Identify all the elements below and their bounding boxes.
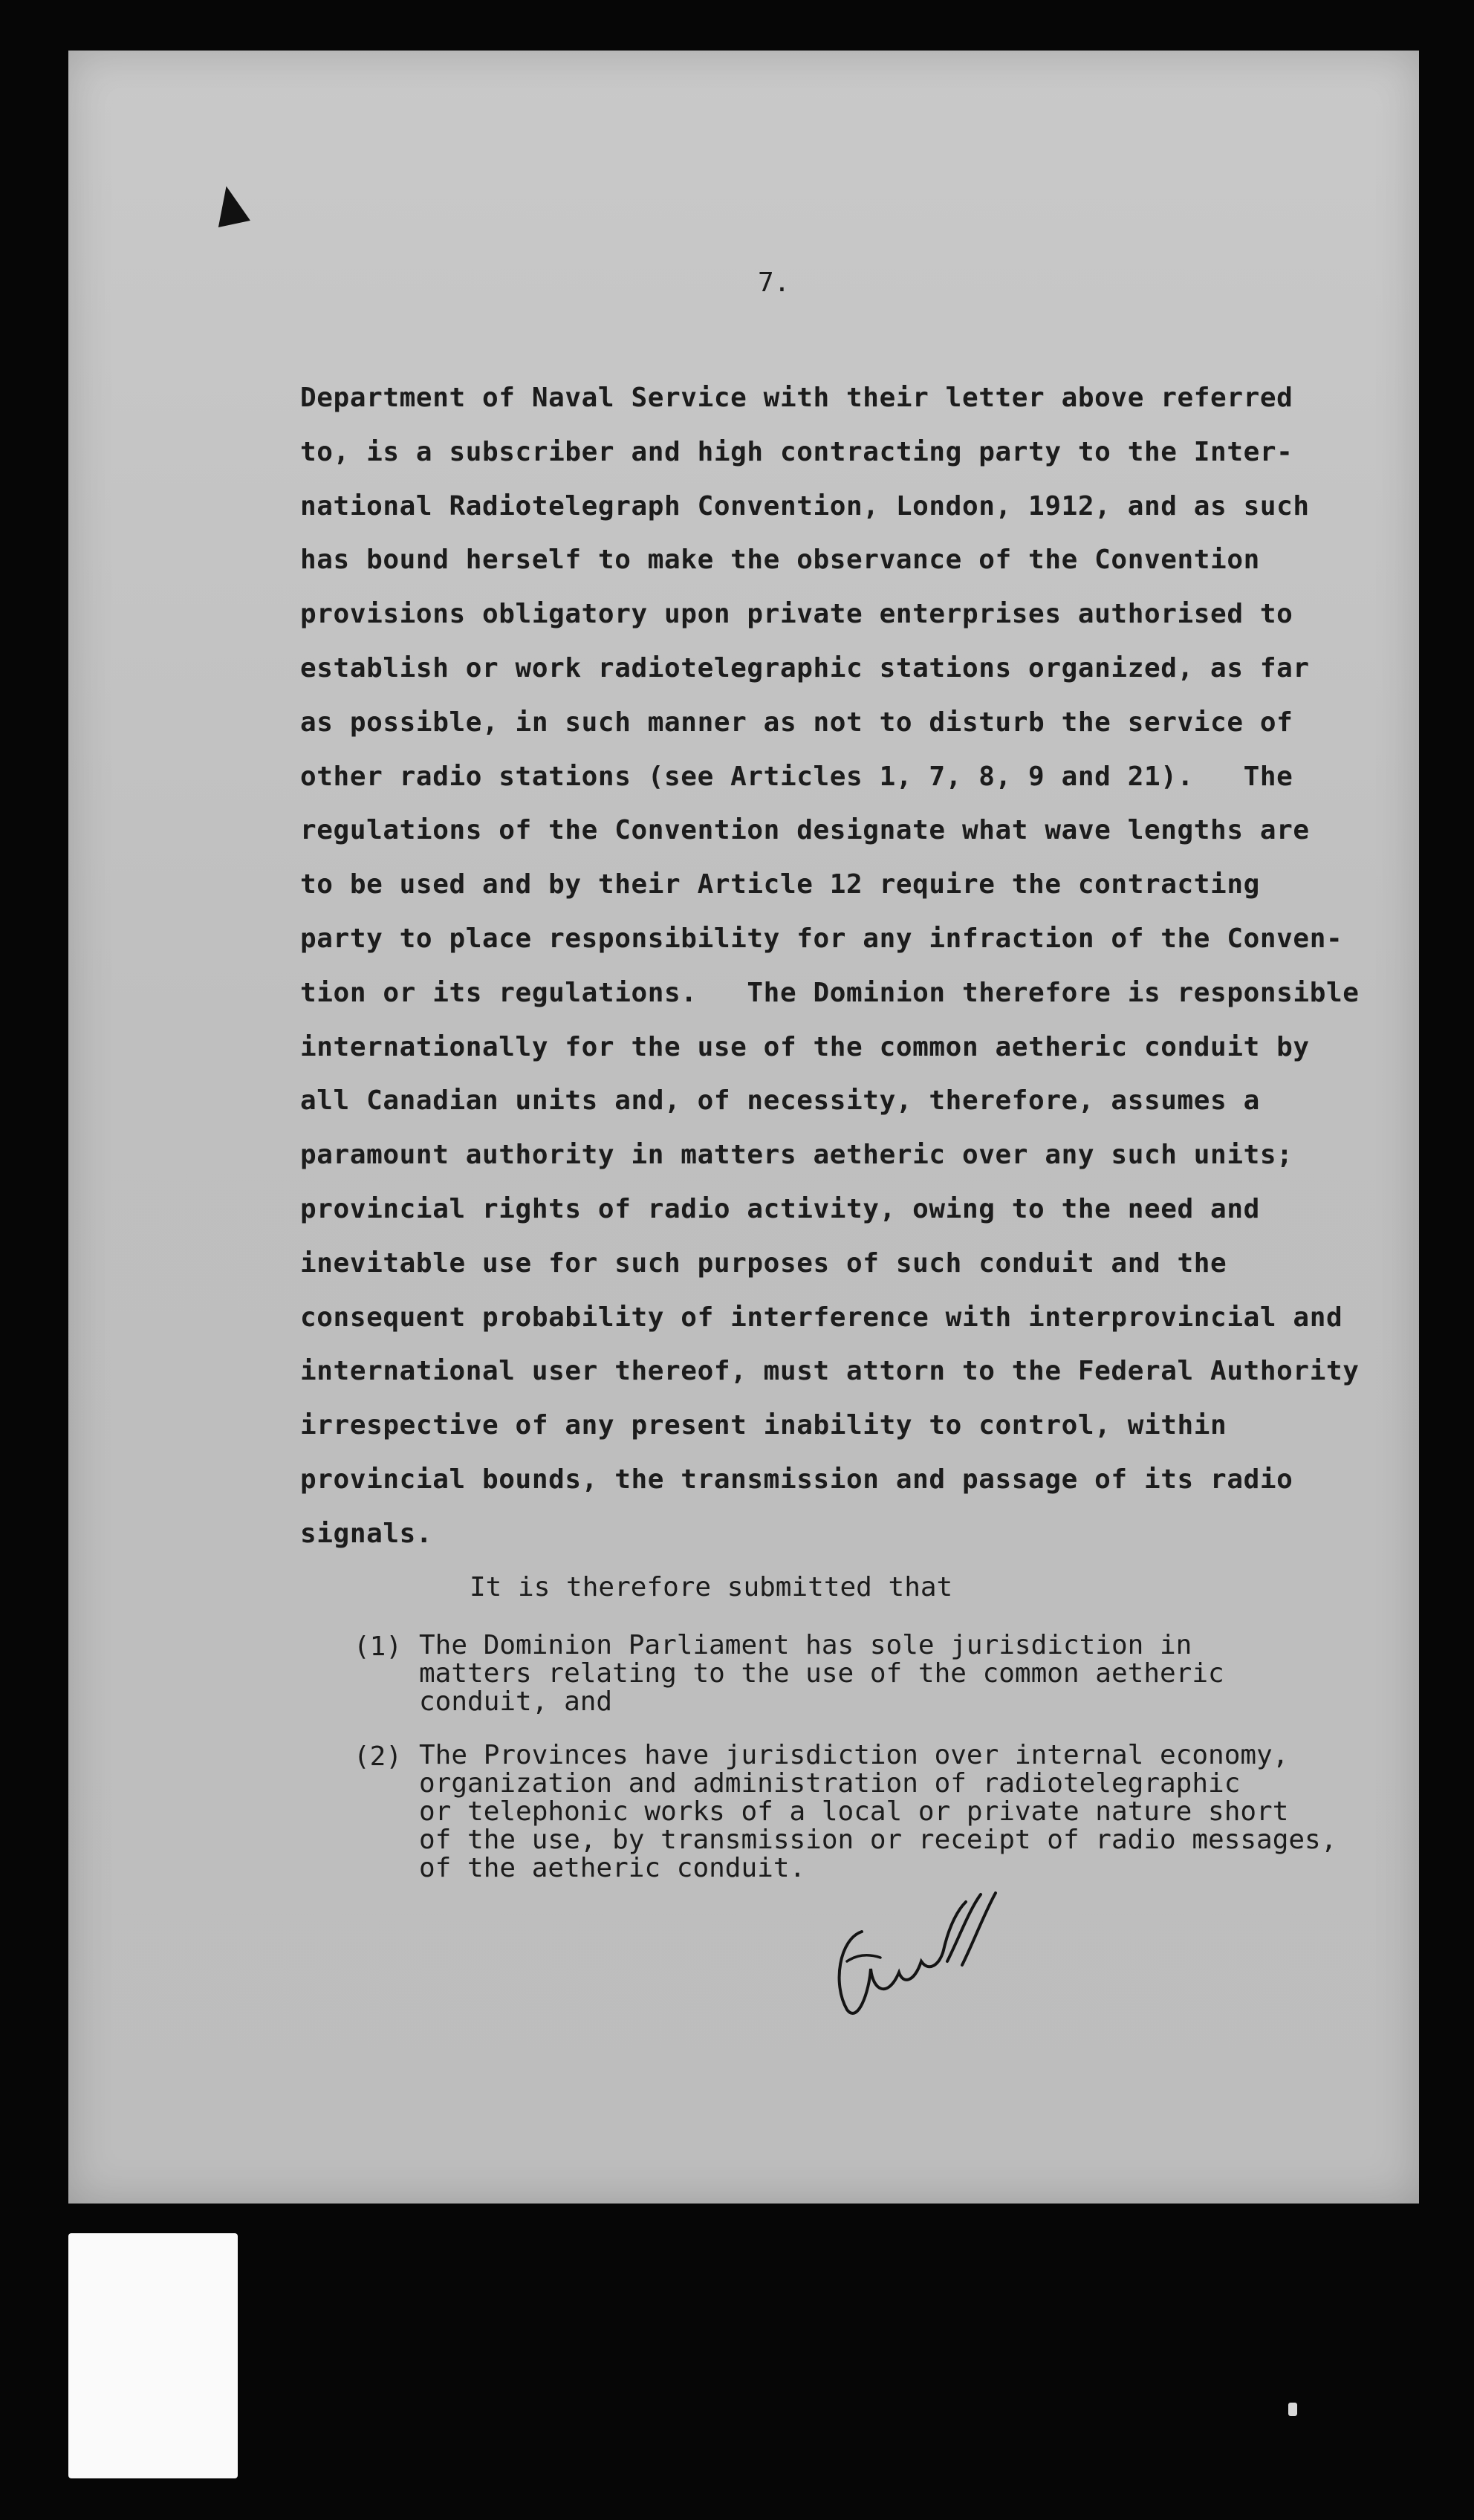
body-line: establish or work radiotelegraphic stations organized, as far xyxy=(300,652,1310,683)
body-line: has bound herself to make the observance of the Convention xyxy=(300,545,1260,576)
body-line: regulations of the Convention designate what wave lengths are xyxy=(300,815,1310,846)
body-line: signals. xyxy=(300,1518,433,1549)
body-line: tion or its regulations. The Dominion therefore is responsible xyxy=(300,977,1360,1008)
body-line: provincial bounds, the transmission and passage of its radio xyxy=(300,1464,1293,1495)
body-line: other radio stations (see Articles 1, 7, 8, 9 and 21). The xyxy=(300,761,1293,792)
submission-intro: It is therefore submitted that xyxy=(470,1572,953,1602)
clause-line: or telephonic works of a local or private nature short xyxy=(419,1796,1289,1827)
white-card xyxy=(68,2233,238,2478)
body-paragraph xyxy=(300,371,1400,1562)
page-number: 7. xyxy=(758,267,790,298)
body-line: provincial rights of radio activity, owing to the need and xyxy=(300,1193,1260,1224)
handwritten-signature xyxy=(817,1880,1010,2021)
clause-number: (2) xyxy=(354,1741,403,1772)
signature-stroke xyxy=(840,1893,996,2013)
body-line: consequent probability of interference with interprovincial and xyxy=(300,1302,1343,1333)
clause-text xyxy=(419,1631,1459,1716)
clause-line: matters relating to the use of the common aetheric xyxy=(419,1658,1224,1689)
body-line: party to place responsibility for any infraction of the Conven- xyxy=(300,923,1343,954)
clause-text xyxy=(419,1741,1459,1883)
clause-number: (1) xyxy=(354,1631,403,1662)
body-line: national Radiotelegraph Convention, London, 1912, and as such xyxy=(300,490,1310,522)
clause-line: organization and administration of radiotelegraphic xyxy=(419,1768,1241,1799)
body-line: paramount authority in matters aetheric over any such units; xyxy=(300,1140,1293,1171)
clause-line: The Dominion Parliament has sole jurisdiction in xyxy=(419,1630,1192,1660)
punch-hole-mark xyxy=(210,183,250,227)
body-line: irrespective of any present inability to control, within xyxy=(300,1410,1227,1441)
body-line: to, is a subscriber and high contracting party to the Inter- xyxy=(300,436,1293,467)
body-line: provisions obligatory upon private enterprises authorised to xyxy=(300,599,1293,630)
body-line: Department of Naval Service with their letter above referred xyxy=(300,383,1293,413)
clause-line: of the aetheric conduit. xyxy=(419,1853,806,1883)
clause-line: The Provinces have jurisdiction over internal economy, xyxy=(419,1740,1289,1770)
body-line: international user thereof, must attorn to the Federal Authority xyxy=(300,1356,1360,1387)
clause-line: conduit, and xyxy=(419,1686,613,1717)
body-line: inevitable use for such purposes of such conduit and the xyxy=(300,1247,1227,1279)
body-line: to be used and by their Article 12 require the contracting xyxy=(300,869,1260,900)
clause-line: of the use, by transmission or receipt of radio messages, xyxy=(419,1825,1337,1855)
body-line: all Canadian units and, of necessity, therefore, assumes a xyxy=(300,1085,1260,1117)
film-speck xyxy=(1288,2403,1297,2416)
body-line: as possible, in such manner as not to disturb the service of xyxy=(300,707,1293,738)
body-line: internationally for the use of the common aetheric conduit by xyxy=(300,1031,1310,1062)
